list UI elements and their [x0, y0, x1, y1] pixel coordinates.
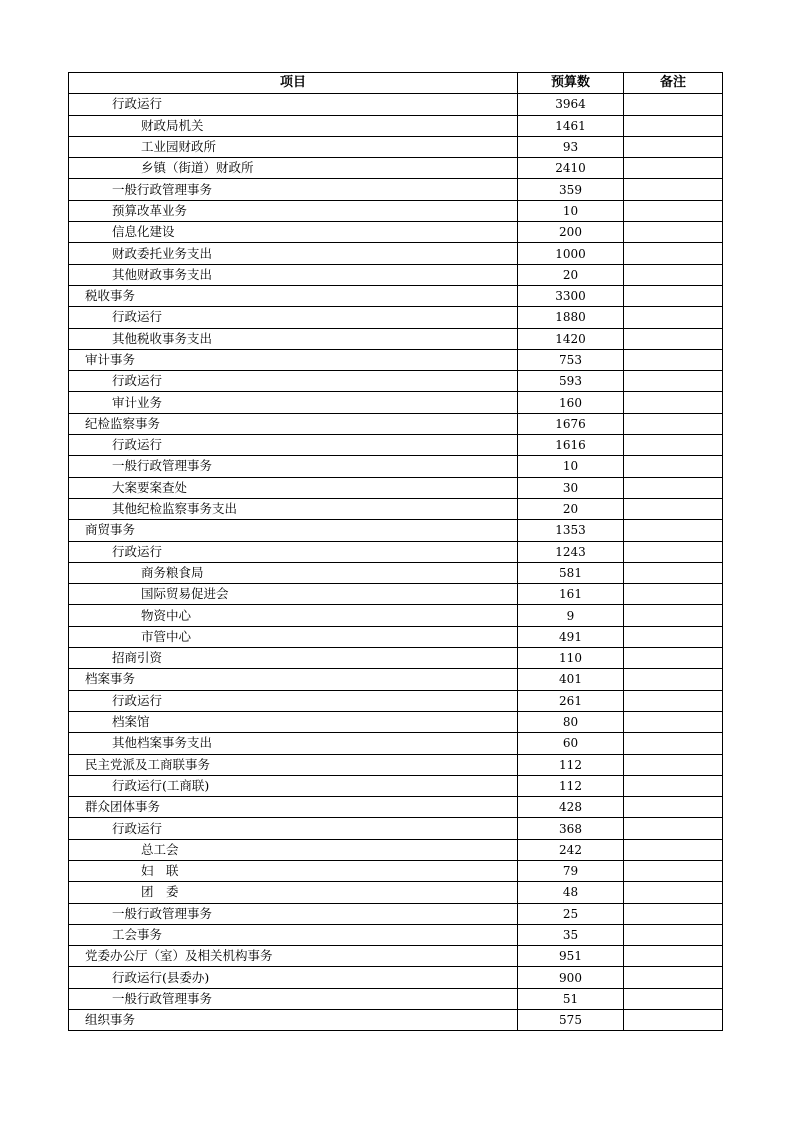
row-amount: 1420: [518, 328, 624, 349]
row-note: [624, 626, 723, 647]
table-body: [69, 94, 723, 1031]
table-row: [69, 349, 723, 370]
row-note: [624, 392, 723, 413]
table-row: [69, 136, 723, 157]
row-amount: 160: [518, 392, 624, 413]
row-item-name: 国际贸易促进会: [69, 584, 518, 605]
table-row: [69, 94, 723, 115]
row-item-name: 商贸事务: [69, 520, 518, 541]
table-row: [69, 435, 723, 456]
row-note: [624, 562, 723, 583]
row-note: [624, 1010, 723, 1031]
table-row: [69, 605, 723, 626]
row-item-name: 其他财政事务支出: [69, 264, 518, 285]
budget-table: [68, 72, 723, 1031]
table-row: [69, 200, 723, 221]
row-amount: 753: [518, 349, 624, 370]
row-item-name: 行政运行: [69, 541, 518, 562]
row-item-name: 档案馆: [69, 711, 518, 732]
row-amount: 1243: [518, 541, 624, 562]
table-row: [69, 392, 723, 413]
row-amount: 51: [518, 988, 624, 1009]
table-row: [69, 946, 723, 967]
table-row: [69, 307, 723, 328]
row-note: [624, 371, 723, 392]
row-note: [624, 924, 723, 945]
row-item-name: 一般行政管理事务: [69, 456, 518, 477]
row-amount: 80: [518, 711, 624, 732]
row-item-name: 财政委托业务支出: [69, 243, 518, 264]
row-note: [624, 435, 723, 456]
row-note: [624, 711, 723, 732]
row-note: [624, 158, 723, 179]
row-item-name: 税收事务: [69, 285, 518, 306]
row-note: [624, 754, 723, 775]
table-row: [69, 285, 723, 306]
table-row: [69, 562, 723, 583]
table-row: [69, 222, 723, 243]
row-amount: 110: [518, 648, 624, 669]
row-item-name: 行政运行: [69, 690, 518, 711]
row-item-name: 市管中心: [69, 626, 518, 647]
row-note: [624, 818, 723, 839]
table-row: [69, 924, 723, 945]
table-row: [69, 328, 723, 349]
row-amount: 20: [518, 498, 624, 519]
row-item-name: 招商引资: [69, 648, 518, 669]
row-amount: 359: [518, 179, 624, 200]
table-row: [69, 179, 723, 200]
table-row: [69, 882, 723, 903]
row-note: [624, 775, 723, 796]
row-amount: 368: [518, 818, 624, 839]
table-row: [69, 158, 723, 179]
row-amount: 93: [518, 136, 624, 157]
row-amount: 48: [518, 882, 624, 903]
row-note: [624, 967, 723, 988]
row-item-name: 审计业务: [69, 392, 518, 413]
row-amount: 593: [518, 371, 624, 392]
row-amount: 60: [518, 733, 624, 754]
row-item-name: 其他档案事务支出: [69, 733, 518, 754]
table-row: [69, 498, 723, 519]
table-row: [69, 903, 723, 924]
table-row: [69, 115, 723, 136]
table-row: [69, 690, 723, 711]
row-note: [624, 839, 723, 860]
row-note: [624, 903, 723, 924]
row-amount: 112: [518, 775, 624, 796]
table-row: [69, 648, 723, 669]
table-row: [69, 456, 723, 477]
table-row: [69, 797, 723, 818]
row-note: [624, 648, 723, 669]
row-item-name: 预算改革业务: [69, 200, 518, 221]
table-row: [69, 1010, 723, 1031]
row-item-name: 一般行政管理事务: [69, 903, 518, 924]
row-item-name: 妇 联: [69, 860, 518, 881]
row-amount: 30: [518, 477, 624, 498]
row-note: [624, 243, 723, 264]
row-amount: 581: [518, 562, 624, 583]
row-amount: 1880: [518, 307, 624, 328]
table-row: [69, 477, 723, 498]
row-amount: 491: [518, 626, 624, 647]
row-item-name: 组织事务: [69, 1010, 518, 1031]
header-row: [69, 73, 723, 94]
table-row: [69, 669, 723, 690]
row-note: [624, 498, 723, 519]
header-note: 备注: [624, 73, 723, 94]
row-item-name: 民主党派及工商联事务: [69, 754, 518, 775]
row-amount: 428: [518, 797, 624, 818]
row-note: [624, 200, 723, 221]
table-row: [69, 988, 723, 1009]
row-note: [624, 988, 723, 1009]
row-item-name: 其他税收事务支出: [69, 328, 518, 349]
row-note: [624, 328, 723, 349]
row-amount: 35: [518, 924, 624, 945]
row-item-name: 工会事务: [69, 924, 518, 945]
row-amount: 10: [518, 200, 624, 221]
row-note: [624, 690, 723, 711]
row-item-name: 工业园财政所: [69, 136, 518, 157]
row-amount: 161: [518, 584, 624, 605]
row-note: [624, 797, 723, 818]
row-item-name: 行政运行: [69, 371, 518, 392]
row-note: [624, 541, 723, 562]
row-item-name: 商务粮食局: [69, 562, 518, 583]
row-amount: 1616: [518, 435, 624, 456]
row-note: [624, 307, 723, 328]
table-row: [69, 775, 723, 796]
row-note: [624, 349, 723, 370]
table-row: [69, 413, 723, 434]
table-row: [69, 626, 723, 647]
header-amount: 预算数: [518, 73, 624, 94]
row-amount: 242: [518, 839, 624, 860]
row-item-name: 大案要案查处: [69, 477, 518, 498]
row-amount: 20: [518, 264, 624, 285]
row-note: [624, 222, 723, 243]
row-amount: 1353: [518, 520, 624, 541]
row-amount: 1676: [518, 413, 624, 434]
row-note: [624, 264, 723, 285]
row-amount: 1000: [518, 243, 624, 264]
row-item-name: 乡镇（街道）财政所: [69, 158, 518, 179]
row-amount: 3300: [518, 285, 624, 306]
table-row: [69, 264, 723, 285]
row-item-name: 物资中心: [69, 605, 518, 626]
row-note: [624, 733, 723, 754]
table-row: [69, 243, 723, 264]
row-amount: 112: [518, 754, 624, 775]
row-amount: 2410: [518, 158, 624, 179]
row-item-name: 一般行政管理事务: [69, 988, 518, 1009]
table-row: [69, 520, 723, 541]
table-row: [69, 541, 723, 562]
row-note: [624, 669, 723, 690]
row-note: [624, 456, 723, 477]
row-item-name: 行政运行(县委办): [69, 967, 518, 988]
row-item-name: 财政局机关: [69, 115, 518, 136]
budget-sheet: [68, 72, 722, 1031]
row-amount: 575: [518, 1010, 624, 1031]
row-note: [624, 285, 723, 306]
row-amount: 401: [518, 669, 624, 690]
table-row: [69, 754, 723, 775]
row-item-name: 其他纪检监察事务支出: [69, 498, 518, 519]
row-note: [624, 94, 723, 115]
table-row: [69, 711, 723, 732]
row-note: [624, 860, 723, 881]
row-amount: 10: [518, 456, 624, 477]
row-amount: 900: [518, 967, 624, 988]
row-item-name: 行政运行: [69, 435, 518, 456]
row-note: [624, 115, 723, 136]
row-item-name: 档案事务: [69, 669, 518, 690]
row-amount: 79: [518, 860, 624, 881]
row-note: [624, 520, 723, 541]
row-note: [624, 882, 723, 903]
row-item-name: 行政运行: [69, 818, 518, 839]
row-amount: 261: [518, 690, 624, 711]
row-note: [624, 179, 723, 200]
row-item-name: 信息化建设: [69, 222, 518, 243]
row-note: [624, 946, 723, 967]
row-item-name: 团 委: [69, 882, 518, 903]
row-amount: 9: [518, 605, 624, 626]
table-row: [69, 584, 723, 605]
row-item-name: 一般行政管理事务: [69, 179, 518, 200]
table-row: [69, 839, 723, 860]
row-amount: 3964: [518, 94, 624, 115]
row-amount: 200: [518, 222, 624, 243]
row-item-name: 纪检监察事务: [69, 413, 518, 434]
row-item-name: 总工会: [69, 839, 518, 860]
row-item-name: 行政运行: [69, 94, 518, 115]
row-item-name: 审计事务: [69, 349, 518, 370]
row-note: [624, 584, 723, 605]
header-item: 项目: [69, 73, 518, 94]
row-item-name: 群众团体事务: [69, 797, 518, 818]
table-row: [69, 371, 723, 392]
row-item-name: 党委办公厅（室）及相关机构事务: [69, 946, 518, 967]
table-row: [69, 967, 723, 988]
table-row: [69, 860, 723, 881]
row-amount: 1461: [518, 115, 624, 136]
row-note: [624, 413, 723, 434]
row-note: [624, 605, 723, 626]
row-amount: 951: [518, 946, 624, 967]
row-amount: 25: [518, 903, 624, 924]
table-row: [69, 733, 723, 754]
row-item-name: 行政运行: [69, 307, 518, 328]
row-note: [624, 477, 723, 498]
table-row: [69, 818, 723, 839]
row-item-name: 行政运行(工商联): [69, 775, 518, 796]
row-note: [624, 136, 723, 157]
